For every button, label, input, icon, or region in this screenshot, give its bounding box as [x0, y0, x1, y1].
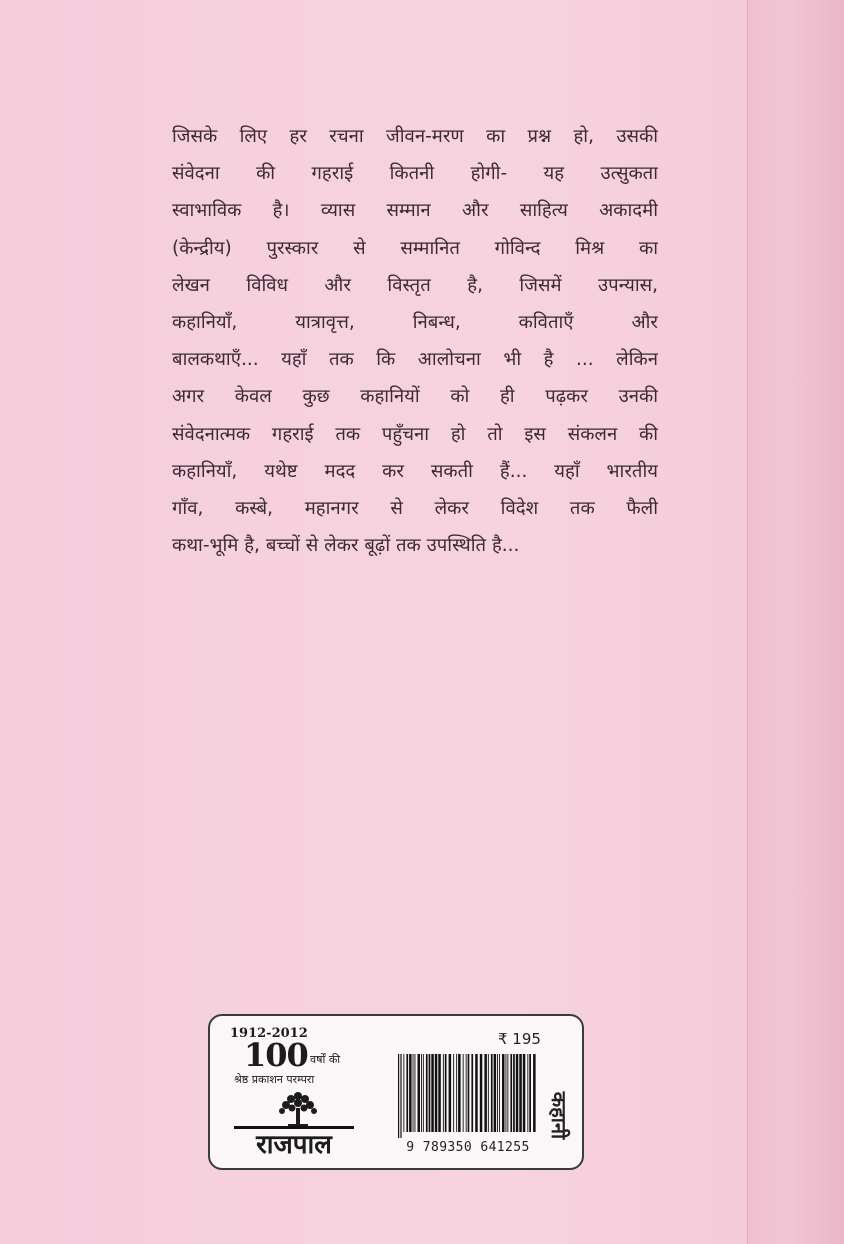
barcode-bar	[484, 1054, 487, 1132]
barcode-bar	[506, 1054, 507, 1132]
barcode-bar	[426, 1054, 428, 1132]
barcode-bar	[468, 1054, 470, 1132]
blurb-line: लेखन विविध और विस्तृत है, जिसमें उपन्यास,	[172, 274, 658, 296]
anniversary-label: वर्षों की	[310, 1053, 341, 1066]
publisher-brand: राजपाल	[234, 1126, 354, 1163]
barcode-bar	[463, 1054, 464, 1132]
barcode-bar	[453, 1054, 454, 1132]
barcode-bar	[406, 1054, 408, 1132]
blurb-line: जिसके लिए हर रचना जीवन-मरण का प्रश्न हो, उसकी	[172, 126, 658, 147]
barcode-bar	[497, 1054, 498, 1132]
blurb-text	[172, 118, 658, 564]
barcode-bar	[456, 1054, 457, 1132]
barcode-bar	[435, 1054, 438, 1132]
barcode-bar	[488, 1054, 489, 1132]
isbn-number: 9 789350 641255	[406, 1140, 530, 1155]
barcode-bar	[533, 1054, 536, 1132]
barcode-bar	[445, 1054, 447, 1132]
barcode-bar	[421, 1054, 422, 1132]
barcode-bar	[510, 1054, 512, 1132]
blurb-line: कहानियाँ, यात्रावृत्त, निबन्ध, कविताएँ और	[172, 311, 658, 333]
cover-spine-edge	[747, 0, 844, 1244]
publisher-block	[220, 1026, 372, 1164]
barcode-bar	[491, 1054, 493, 1132]
publishing-tradition: श्रेष्ठ प्रकाशन परम्परा	[234, 1073, 315, 1086]
barcode-bar	[494, 1054, 497, 1132]
tree-icon	[276, 1090, 320, 1130]
barcode-bar	[398, 1054, 399, 1138]
barcode-bar	[471, 1054, 473, 1132]
price-label: ₹ 195	[498, 1030, 541, 1048]
barcode-bar	[418, 1054, 421, 1132]
barcode-bar	[443, 1054, 444, 1132]
anniversary-years: 1912-2012	[230, 1026, 308, 1041]
blurb-line: बालकथाएँ... यहाँ तक कि आलोचना भी है ... लेकिन	[172, 349, 658, 371]
barcode-bar	[507, 1054, 508, 1132]
barcode-bar	[523, 1054, 526, 1132]
blurb-line: (केन्द्रीय) पुरस्कार से सम्मानित गोविन्द मिश्र का	[172, 237, 658, 259]
genre-label: कहानी	[547, 1091, 572, 1140]
barcode-bar	[527, 1054, 528, 1132]
barcode-bar	[475, 1054, 478, 1132]
blurb-line: कथा-भूमि है, बच्चों से लेकर बूढ़ों तक उपस्थिति है...	[172, 535, 520, 557]
barcode-bar	[502, 1054, 505, 1132]
barcode-bar	[449, 1054, 452, 1132]
barcode-bar	[529, 1054, 531, 1132]
barcode-bar	[466, 1054, 467, 1132]
barcode-bar	[400, 1054, 401, 1138]
blurb-line: संवेदनात्मक गहराई तक पहुँचना हो तो इस संकलन की	[172, 423, 658, 445]
barcode-bar	[499, 1054, 500, 1132]
barcode-bar	[438, 1054, 441, 1132]
barcode-bar	[480, 1054, 483, 1132]
barcode-bar	[403, 1054, 404, 1132]
blurb-line: अगर केवल कुछ कहानियों को ही पढ़कर उनकी	[172, 386, 658, 408]
barcode-bar	[431, 1054, 434, 1132]
anniversary-number: 100	[244, 1036, 308, 1074]
barcode-bar	[519, 1054, 522, 1132]
price-barcode-sticker	[208, 1014, 584, 1170]
barcode-bar	[413, 1054, 414, 1132]
barcode-bar	[429, 1054, 431, 1132]
barcode-bar	[423, 1054, 424, 1132]
blurb-line: संवेदना की गहराई कितनी होगी- यह उत्सुकता	[172, 163, 658, 185]
barcode-bar	[409, 1054, 412, 1132]
blurb-line: गाँव, कस्बे, महानगर से लेकर विदेश तक फैली	[172, 497, 658, 519]
barcode-bar	[516, 1054, 519, 1132]
barcode-icon	[396, 1054, 540, 1138]
barcode-bar	[458, 1054, 461, 1132]
blurb-line: कहानियाँ, यथेष्ट मदद कर सकती हैं... यहाँ भारतीय	[172, 460, 658, 482]
barcode-bar	[513, 1054, 515, 1132]
blurb-line: स्वाभाविक है। व्यास सम्मान और साहित्य अकादमी	[172, 200, 658, 222]
barcode-bar	[415, 1054, 416, 1132]
